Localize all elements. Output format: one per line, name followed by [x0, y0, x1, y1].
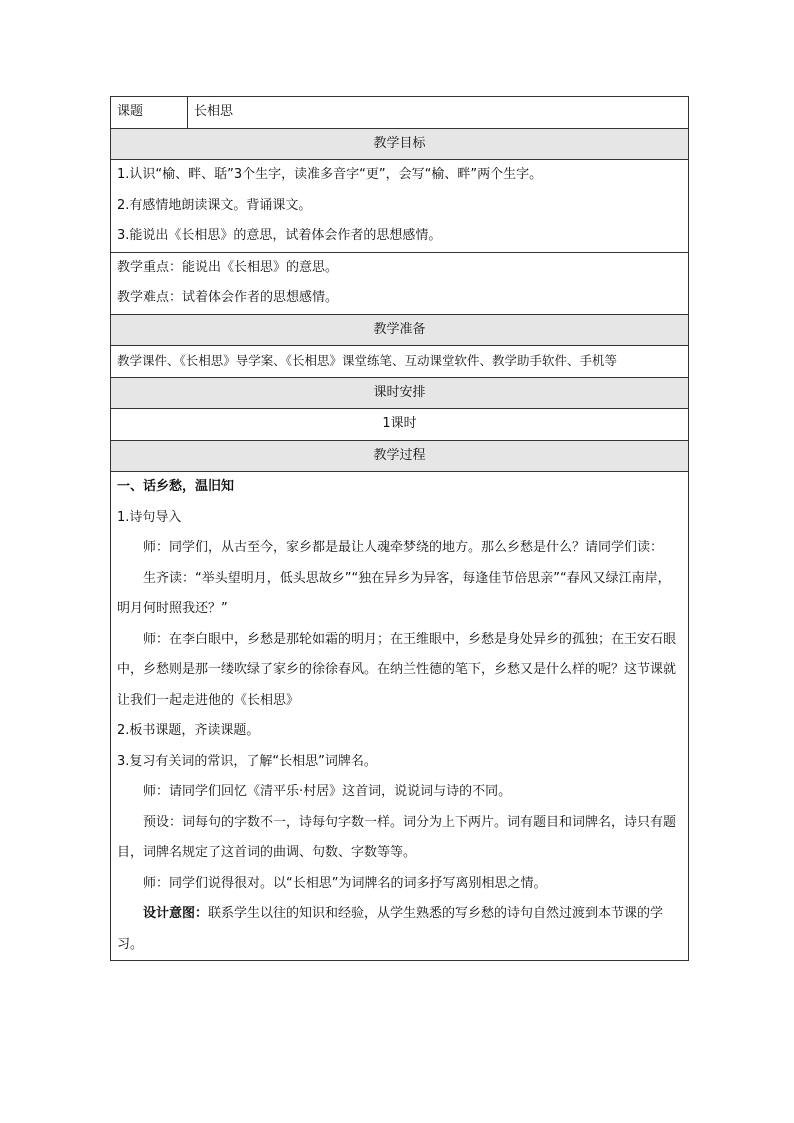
process-paragraph: 师：在李白眼中，乡愁是那轮如霜的明月；在王维眼中，乡愁是身处异乡的孤独；在王安石眼中，乡愁则是那一缕吹绿了家乡的徐徐春风。在纳兰性德的笔下，乡愁又是什么样的呢？这节课就让我们一起走进他的《长相思》	[117, 631, 677, 708]
design-intent-label: 设计意图：	[143, 906, 209, 921]
preparation-text: 教学课件、《长相思》导学案、《长相思》课堂练笔、互动课堂软件、教学助手软件、手机等	[117, 353, 618, 368]
lesson-plan-table	[110, 96, 689, 961]
process-cell	[111, 472, 689, 961]
topic-row	[111, 97, 689, 129]
process-paragraph: 师：同学们说得很对。以“长相思”为词牌名的词多抒写离别相思之情。	[143, 875, 547, 891]
step-heading: 2.板书课题，齐读课题。	[117, 723, 260, 738]
objective-item: 2.有感情地朗读课文。背诵课文。	[117, 197, 312, 213]
process-paragraph: 生齐读：“举头望明月，低头思故乡”“独在异乡为异客，每逢佳节倍思亲”“春风又绿江南岸，明月何时照我还？”	[117, 570, 671, 616]
objectives-header: 教学目标	[111, 128, 689, 160]
process-row	[111, 472, 689, 961]
design-intent-text: 联系学生以往的知识和经验，从学生熟悉的写乡愁的诗句自然过渡到本节课的学习。	[117, 906, 664, 952]
topic-label: 课题	[111, 97, 188, 129]
preparation-row	[111, 346, 689, 378]
step-heading: 3.复习有关词的常识，了解“长相思”词牌名。	[117, 753, 377, 769]
schedule-value: 1课时	[111, 409, 689, 441]
process-paragraph: 师：请同学们回忆《清平乐·村居》这首词，说说词与诗的不同。	[143, 784, 512, 799]
preparation-header-row	[111, 314, 689, 346]
objectives-row	[111, 160, 689, 253]
step-heading: 1.诗句导入	[117, 509, 182, 525]
design-intent-paragraph	[117, 899, 682, 960]
schedule-header-row	[111, 377, 689, 409]
difficulty-point: 教学难点：试着体会作者的思想感情。	[117, 290, 339, 305]
key-points-row	[111, 252, 689, 314]
section-title: 一、话乡愁，温旧知	[117, 479, 235, 494]
schedule-row	[111, 409, 689, 441]
objectives-cell	[111, 160, 689, 253]
key-points-cell	[111, 252, 689, 314]
topic-value: 长相思	[188, 97, 689, 129]
process-header-row	[111, 440, 689, 472]
process-paragraph: 师：同学们，从古至今，家乡都是最让人魂牵梦绕的地方。那么乡愁是什么？请同学们读：	[143, 540, 664, 555]
objective-item: 1.认识“榆、畔、聒”3个生字，读准多音字“更”，会写“榆、畔”两个生字。	[117, 167, 543, 182]
process-header: 教学过程	[111, 440, 689, 472]
schedule-header: 课时安排	[111, 377, 689, 409]
preparation-header: 教学准备	[111, 314, 689, 346]
preparation-cell	[111, 346, 689, 378]
objectives-header-row	[111, 128, 689, 160]
process-paragraph: 预设：词每句的字数不一，诗每句字数一样。词分为上下两片。词有题目和词牌名，诗只有题目，词牌名规定了这首词的曲调、句数、字数等等。	[117, 814, 677, 860]
key-point: 教学重点：能说出《长相思》的意思。	[117, 259, 339, 275]
objective-item: 3.能说出《长相思》的意思，试着体会作者的思想感情。	[117, 228, 442, 243]
